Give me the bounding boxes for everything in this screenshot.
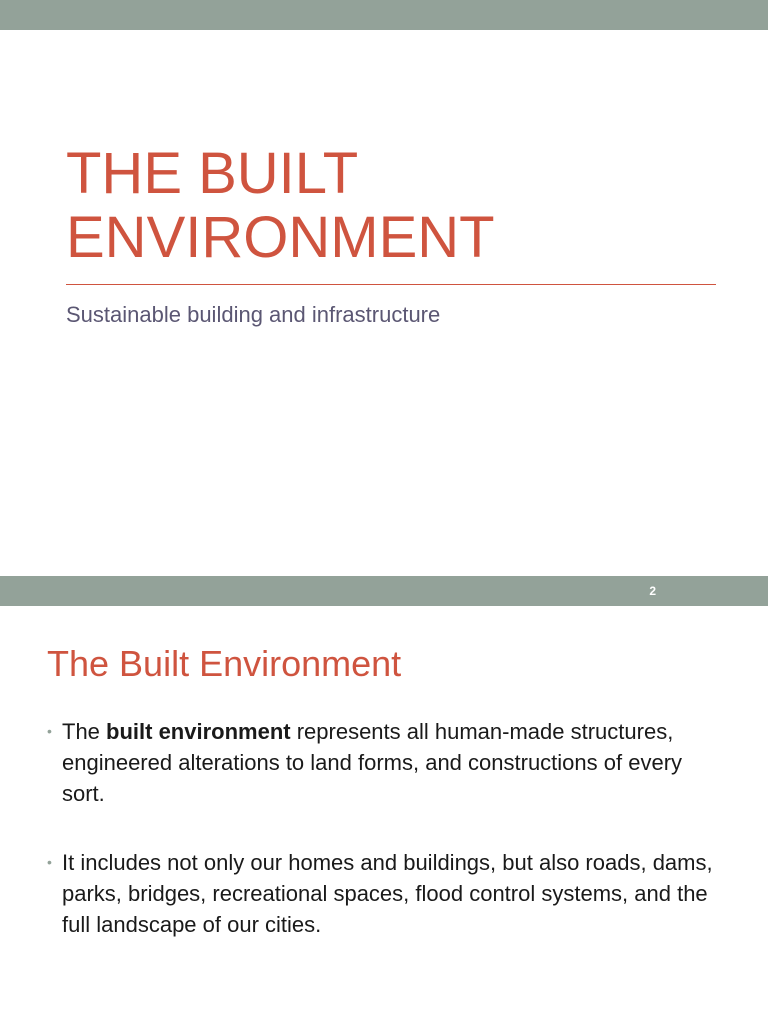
slide1-title-line1: THE BUILT [66,141,359,206]
slide1-title [66,142,726,270]
bullet-text: represents all human-made structures, engineered alterations to land forms, and constructions of every sort. [62,719,683,806]
slide2-title: The Built Environment [47,643,402,684]
bullet-prefix: The [62,719,107,744]
top-accent-bar [0,0,768,30]
slide1-title-line2: ENVIRONMENT [66,205,495,270]
slide-number: 2 [649,584,656,598]
list-item [47,716,727,809]
bullet-list [47,716,727,978]
list-item [47,847,727,940]
slide2-header-bar [0,576,768,606]
title-divider [66,284,716,285]
bullet-text: It includes not only our homes and buildings, but also roads, dams, parks, bridges, recreational spaces, flood control systems, and the full landscape of our cities. [62,850,713,937]
bullet-dot-icon: • [47,723,52,739]
slide1-subtitle: Sustainable building and infrastructure [66,302,441,327]
bullet-bold-term: built environment [106,719,291,744]
bullet-dot-icon: • [47,854,52,870]
